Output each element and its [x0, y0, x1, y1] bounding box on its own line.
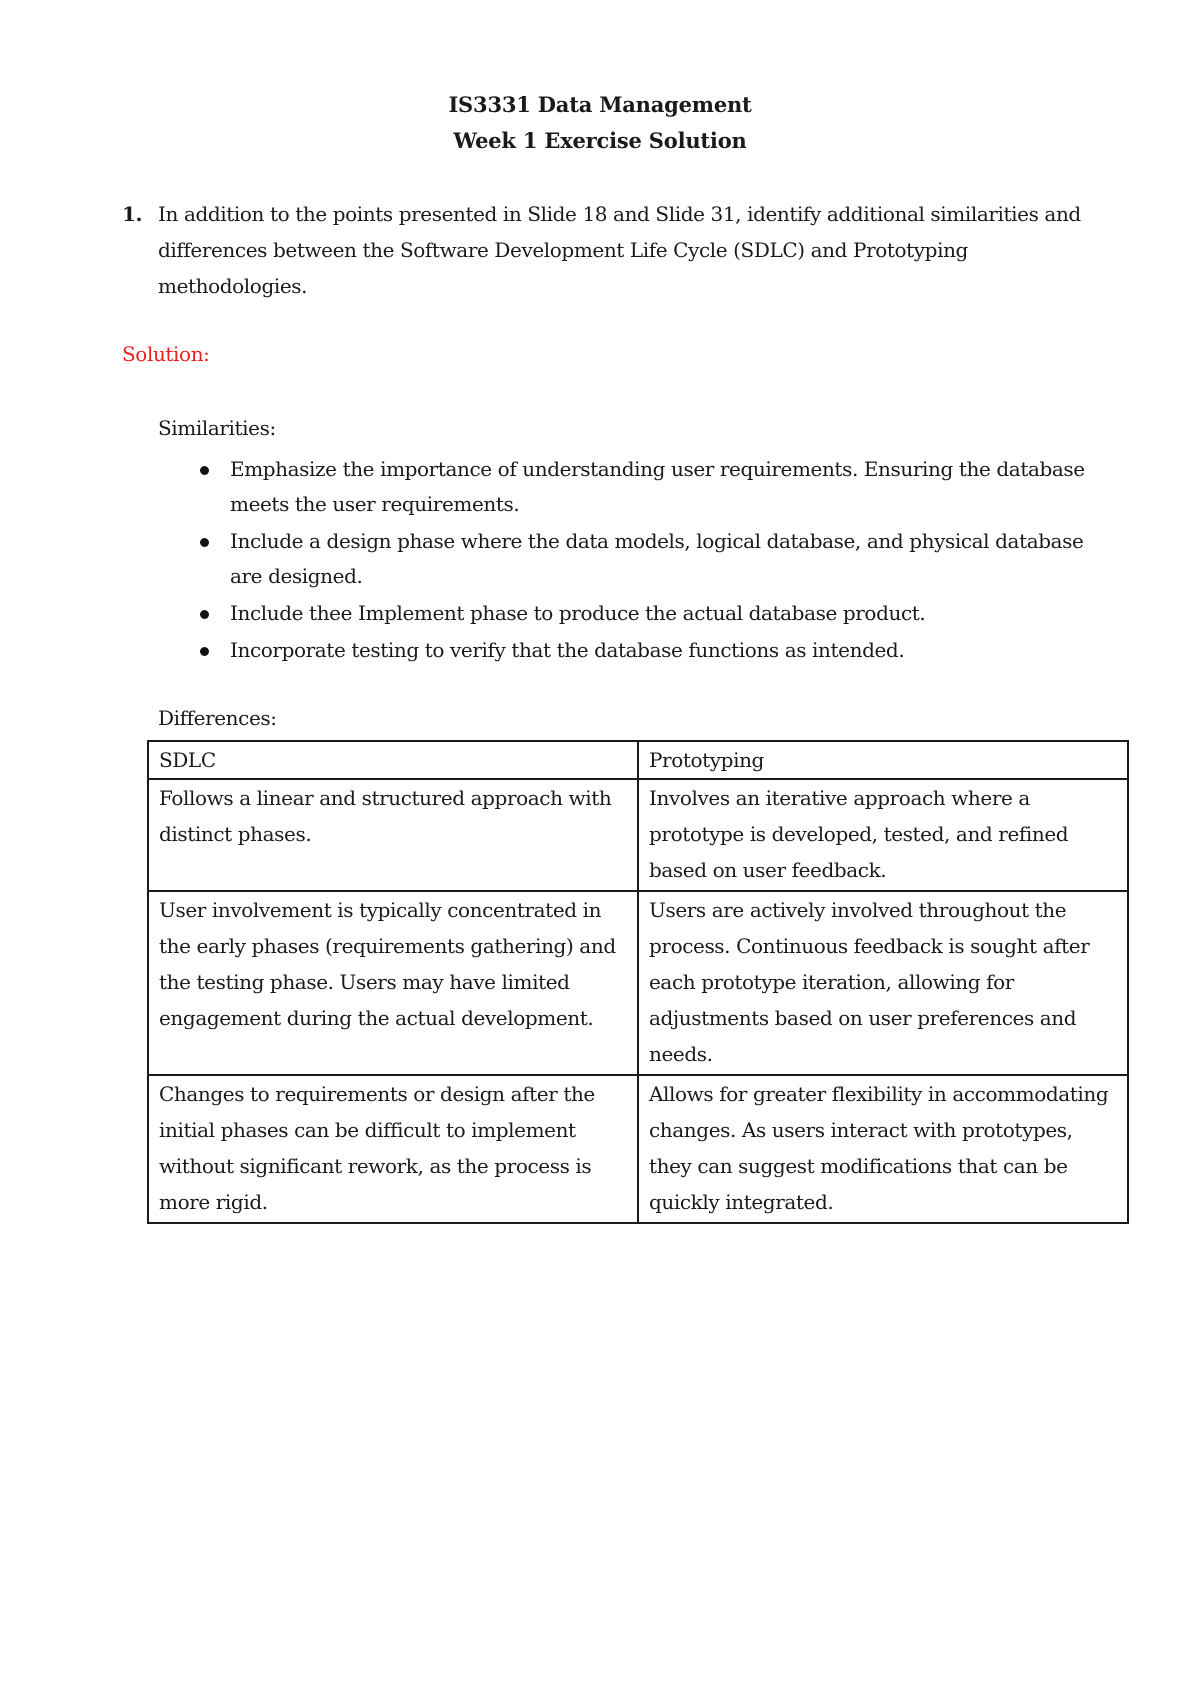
- list-item: [194, 452, 1114, 522]
- table-cell-sdlc: User involvement is typically concentrated in the early phases (requirements gathering) and the testing phase. Users may have limited engagement during the actual development.: [148, 891, 638, 1075]
- list-item: [194, 596, 1114, 631]
- table-cell-prototyping: Involves an iterative approach where a prototype is developed, tested, and refined based on user feedback.: [638, 779, 1128, 891]
- list-item: [194, 633, 1114, 668]
- list-item-text: Incorporate testing to verify that the database functions as intended.: [230, 638, 905, 662]
- differences-table: [147, 740, 1129, 1224]
- question-1: [122, 196, 1102, 304]
- table-cell-sdlc: Changes to requirements or design after the initial phases can be difficult to implement without significant rework, as the process is more rigid.: [148, 1075, 638, 1223]
- table-row: [148, 779, 1128, 891]
- list-item: [194, 524, 1114, 594]
- list-item-text: Include thee Implement phase to produce the actual database product.: [230, 601, 926, 625]
- table-header-row: [148, 741, 1128, 779]
- bullet-icon: [200, 538, 209, 547]
- column-header-prototyping: Prototyping: [638, 741, 1128, 779]
- similarities-label: Similarities:: [158, 416, 276, 440]
- bullet-icon: [200, 647, 209, 656]
- table-row: [148, 891, 1128, 1075]
- question-number: 1.: [122, 202, 143, 226]
- document-subtitle: Week 1 Exercise Solution: [453, 128, 747, 153]
- list-item-text: Emphasize the importance of understanding user requirements. Ensuring the database meets the user requirements.: [230, 457, 1085, 516]
- question-text: In addition to the points presented in Slide 18 and Slide 31, identify additional similarities and differences between the Software Development Life Cycle (SDLC) and Prototyping methodologies.: [158, 202, 1081, 298]
- differences-label: Differences:: [158, 706, 277, 730]
- list-item-text: Include a design phase where the data models, logical database, and physical database are designed.: [230, 529, 1084, 588]
- solution-label: Solution:: [122, 342, 210, 366]
- document-title: IS3331 Data Management: [448, 92, 752, 117]
- bullet-icon: [200, 466, 209, 475]
- similarities-list: [194, 452, 1114, 670]
- bullet-icon: [200, 610, 209, 619]
- table-cell-sdlc: Follows a linear and structured approach with distinct phases.: [148, 779, 638, 891]
- table-cell-prototyping: Allows for greater flexibility in accommodating changes. As users interact with prototypes, they can suggest modifications that can be quickly integrated.: [638, 1075, 1128, 1223]
- table-row: [148, 1075, 1128, 1223]
- table-cell-prototyping: Users are actively involved throughout the process. Continuous feedback is sought after each prototype iteration, allowing for adjustments based on user preferences and needs.: [638, 891, 1128, 1075]
- column-header-sdlc: SDLC: [148, 741, 638, 779]
